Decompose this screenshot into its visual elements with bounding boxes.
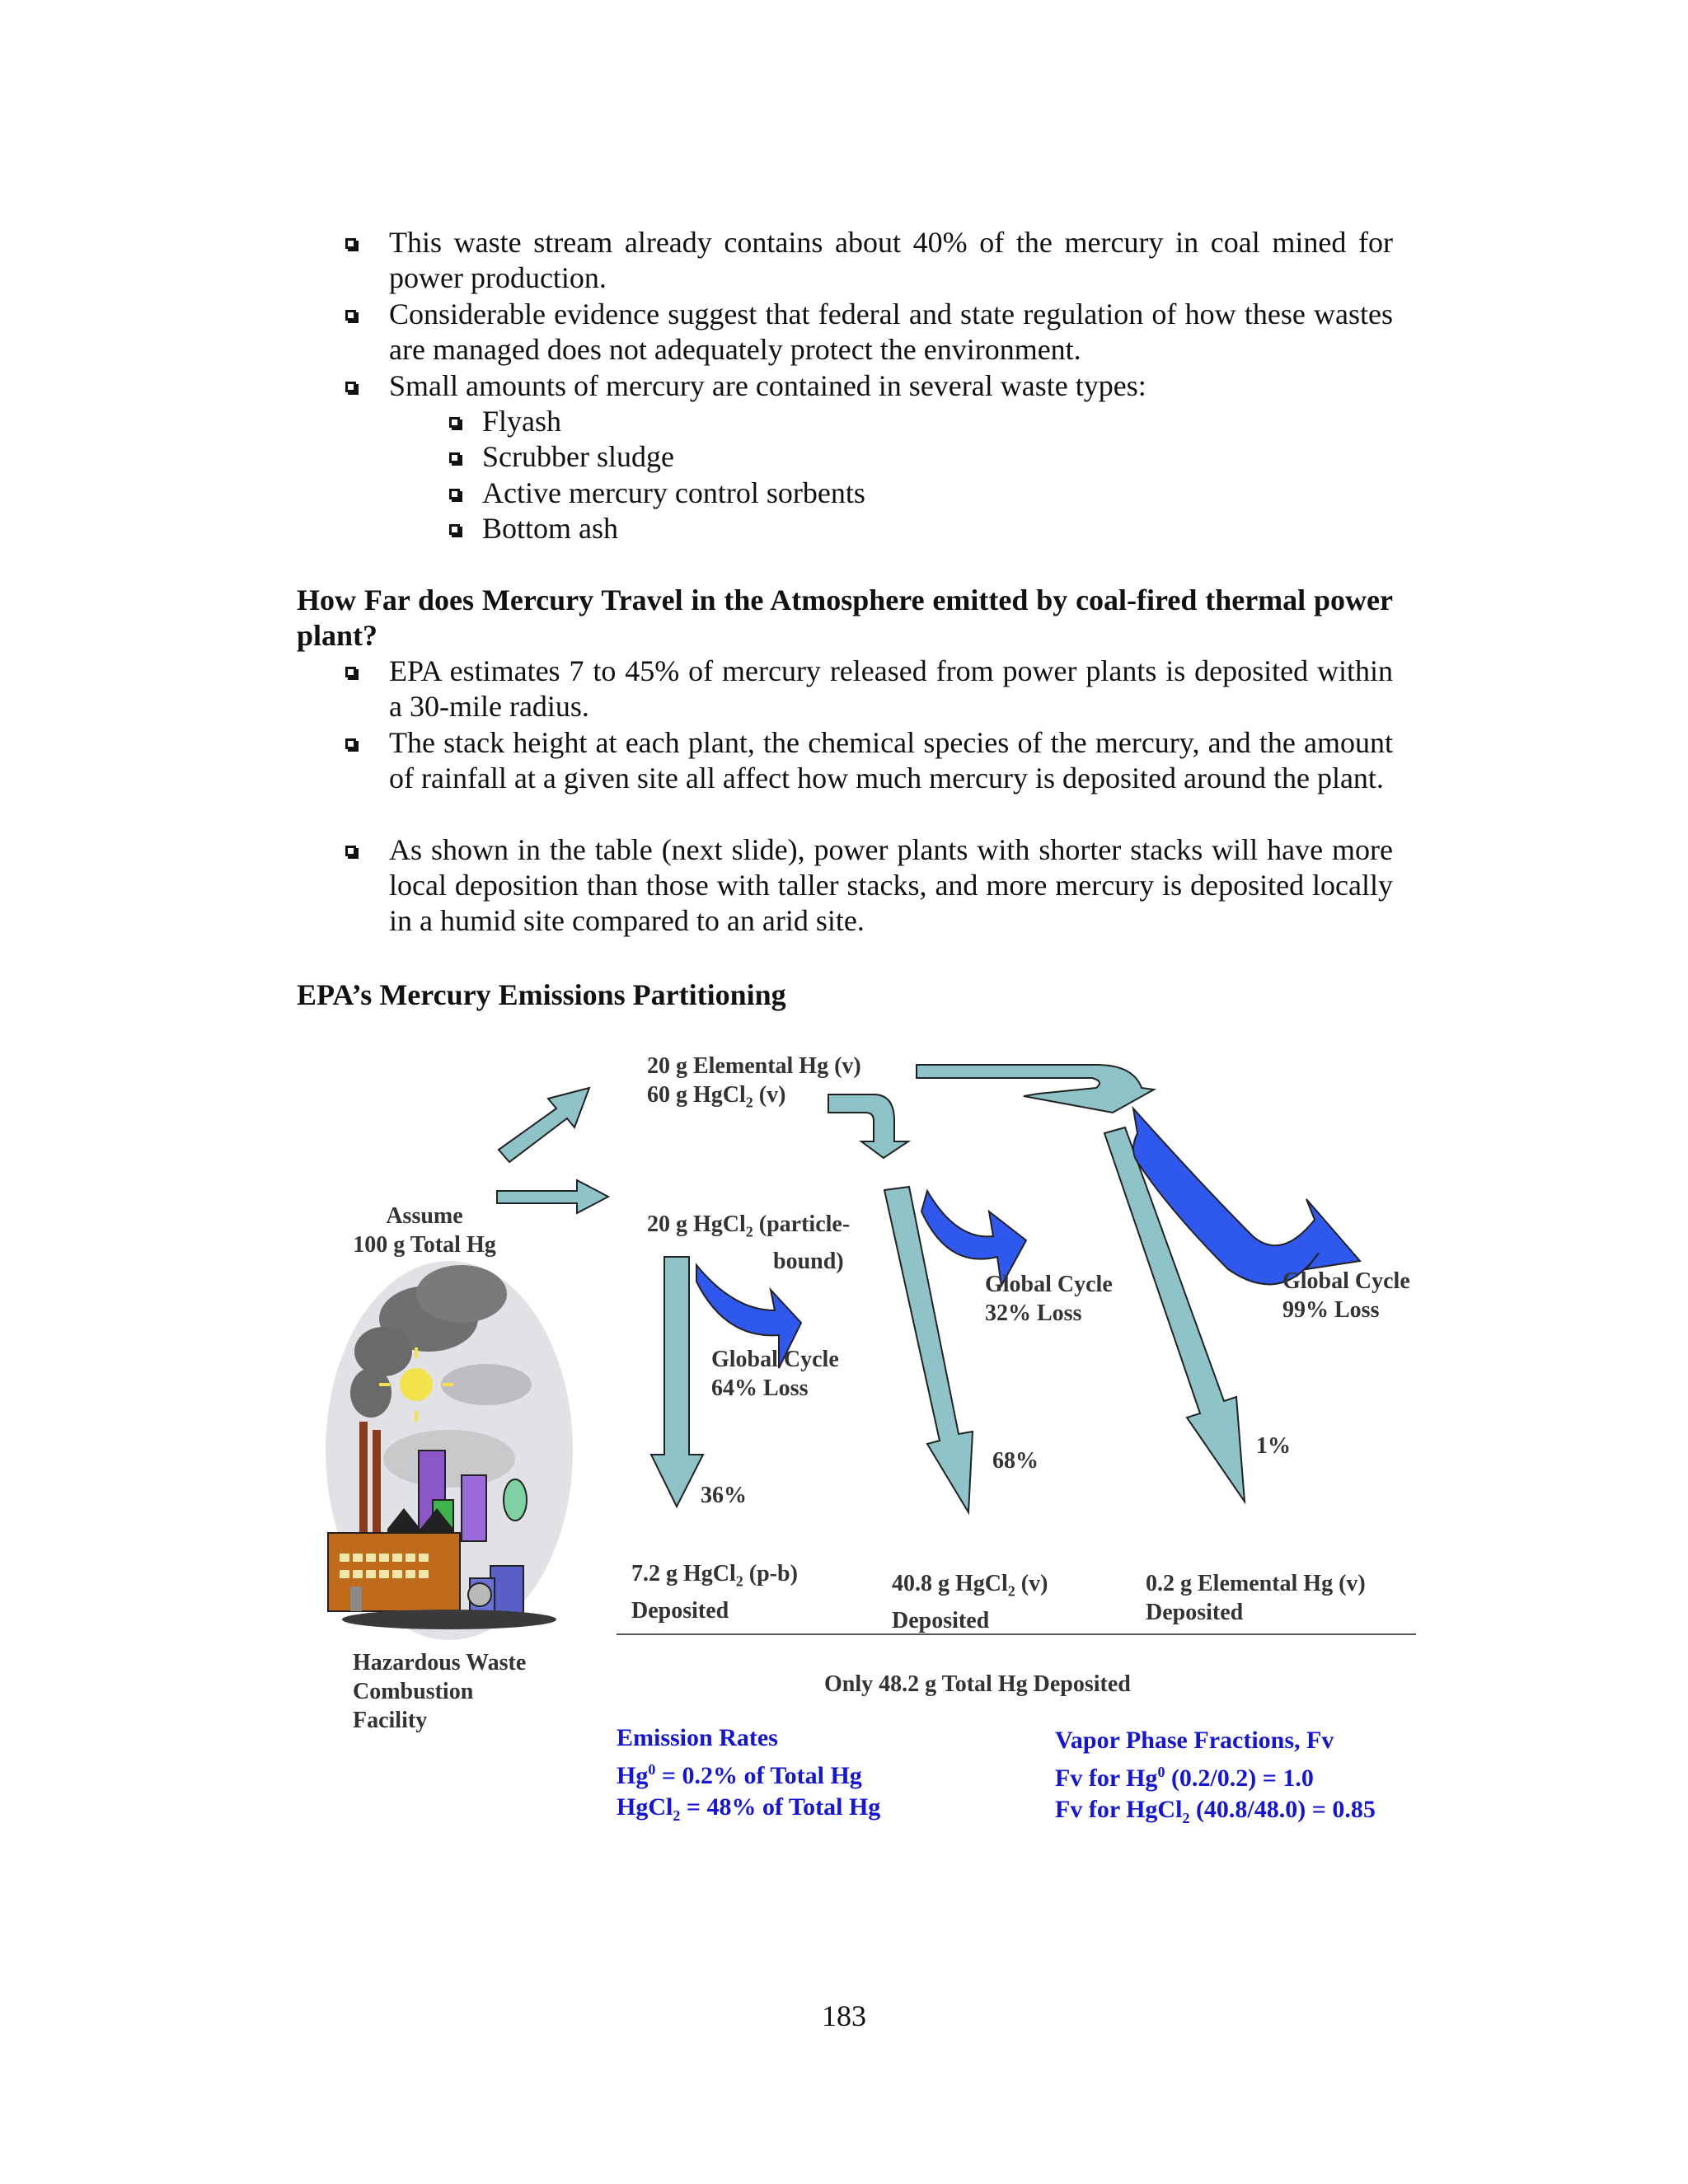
emission-title: Emission Rates — [617, 1724, 778, 1751]
sub-bullet-text: Flyash — [482, 405, 562, 438]
label-global-99 — [1282, 1267, 1410, 1324]
subscript: 2 — [735, 1572, 743, 1590]
global-cycle-text: Global Cycle — [1282, 1268, 1410, 1294]
fv-hgcl2-suffix: (40.8/48.0) = 0.85 — [1189, 1796, 1376, 1823]
deposit-suffix: (p-b) — [743, 1561, 798, 1586]
label-percent-1: 1% — [1256, 1433, 1291, 1459]
section-heading: How Far does Mercury Travel in the Atmosphere emitted by coal-fired thermal power plant? — [297, 583, 1393, 652]
loss-text: 99% Loss — [1282, 1297, 1380, 1323]
emission-hg: Hg — [617, 1762, 649, 1789]
label-vapor-emissions — [647, 1052, 861, 1118]
facility-line: Facility — [353, 1708, 428, 1733]
sub-bullet-text: Active mercury control sorbents — [482, 476, 865, 509]
subscript: 2 — [745, 1094, 753, 1111]
bullet-text: The stack height at each plant, the chemical species of the mercury, and the amount of rainfall at a given site all affect how much mercury is deposited around the plant. — [389, 726, 1393, 794]
bullet-text: This waste stream already contains about 40% of the mercury in coal mined for power production. — [389, 226, 1393, 294]
fv-hgcl2: Fv for HgCl — [1055, 1796, 1183, 1823]
label-particle-bound — [647, 1210, 850, 1276]
bullet-text: EPA estimates 7 to 45% of mercury released from power plants is deposited within a 30-mile radius. — [389, 654, 1393, 723]
label-deposit-particle — [631, 1559, 798, 1625]
page-number: 183 — [822, 1999, 866, 2032]
global-cycle-text: Global Cycle — [985, 1272, 1113, 1297]
vapor-hgcl2-suffix: (v) — [753, 1082, 786, 1108]
particle-suffix: (particle- — [753, 1212, 851, 1237]
label-deposit-hgcl2 — [892, 1569, 1048, 1635]
subscript: 2 — [673, 1807, 681, 1824]
combustion-facility-illustration — [326, 1261, 573, 1640]
emission-rates-block — [617, 1722, 880, 1831]
label-global-32 — [985, 1270, 1113, 1328]
fv-hg: Fv for Hg — [1055, 1765, 1158, 1792]
deposit-amount: 0.2 g Elemental Hg (v) — [1146, 1571, 1366, 1596]
bullet-text: As shown in the table (next slide), power plants with shorter stacks will have more local deposition than those with taller stacks, and more mercury is deposited locally in a humid site compared to an arid site. — [389, 833, 1393, 937]
loss-text: 32% Loss — [985, 1301, 1082, 1326]
emission-hgcl2-suffix: = 48% of Total Hg — [680, 1793, 881, 1821]
sub-bullet-text: Bottom ash — [482, 512, 619, 545]
deposited-text: Deposited — [1146, 1600, 1244, 1625]
emission-hg-suffix: = 0.2% of Total Hg — [655, 1762, 862, 1789]
vapor-fractions-block — [1055, 1725, 1376, 1834]
emission-hgcl2: HgCl — [617, 1793, 673, 1821]
superscript: 0 — [648, 1761, 656, 1778]
label-deposit-elemental — [1146, 1569, 1366, 1627]
label-assume — [342, 1202, 507, 1259]
label-percent-68: 68% — [992, 1448, 1039, 1474]
facility-line: Combustion — [353, 1679, 474, 1704]
vapor-elemental: 20 g Elemental Hg (v) — [647, 1053, 861, 1079]
label-facility — [353, 1648, 526, 1735]
deposited-text: Deposited — [631, 1597, 729, 1624]
particle-line2: bound) — [773, 1248, 844, 1274]
deposited-text: Deposited — [892, 1607, 990, 1633]
loss-text: 64% Loss — [711, 1376, 809, 1401]
bullet-text: Considerable evidence suggest that federal and state regulation of how these wastes are managed does not adequately protect the environment. — [389, 298, 1393, 366]
fv-hg-suffix: (0.2/0.2) = 1.0 — [1165, 1765, 1314, 1792]
divider-line — [617, 1633, 1416, 1635]
superscript: 0 — [1157, 1764, 1165, 1780]
assume-line1: Assume — [386, 1203, 463, 1229]
fv-title: Vapor Phase Fractions, Fv — [1055, 1727, 1334, 1754]
arrow-particle-deposition — [651, 1257, 703, 1507]
sub-bullet-text: Scrubber sludge — [482, 440, 674, 473]
assume-line2: 100 g Total Hg — [353, 1232, 496, 1258]
deposit-amount: 7.2 g HgCl — [631, 1561, 736, 1586]
particle-text: 20 g HgCl — [647, 1212, 746, 1237]
deposit-suffix: (v) — [1015, 1571, 1048, 1596]
section-heading: EPA’s Mercury Emissions Partitioning — [297, 978, 786, 1011]
subscript: 2 — [1182, 1810, 1190, 1826]
arrow-elemental-global — [917, 1065, 1154, 1113]
arrow-to-vapor — [499, 1088, 589, 1162]
label-global-64 — [711, 1345, 839, 1403]
label-total-deposited: Only 48.2 g Total Hg Deposited — [824, 1671, 1131, 1697]
arrow-to-particle — [497, 1180, 608, 1213]
label-percent-36: 36% — [701, 1483, 747, 1508]
facility-line: Hazardous Waste — [353, 1650, 527, 1675]
bullet-text: Small amounts of mercury are contained in several waste types: — [389, 369, 1146, 402]
global-cycle-text: Global Cycle — [711, 1347, 839, 1372]
deposit-amount: 40.8 g HgCl — [892, 1571, 1008, 1596]
subscript: 2 — [745, 1223, 753, 1240]
vapor-hgcl2: 60 g HgCl — [647, 1082, 746, 1108]
subscript: 2 — [1007, 1582, 1015, 1600]
